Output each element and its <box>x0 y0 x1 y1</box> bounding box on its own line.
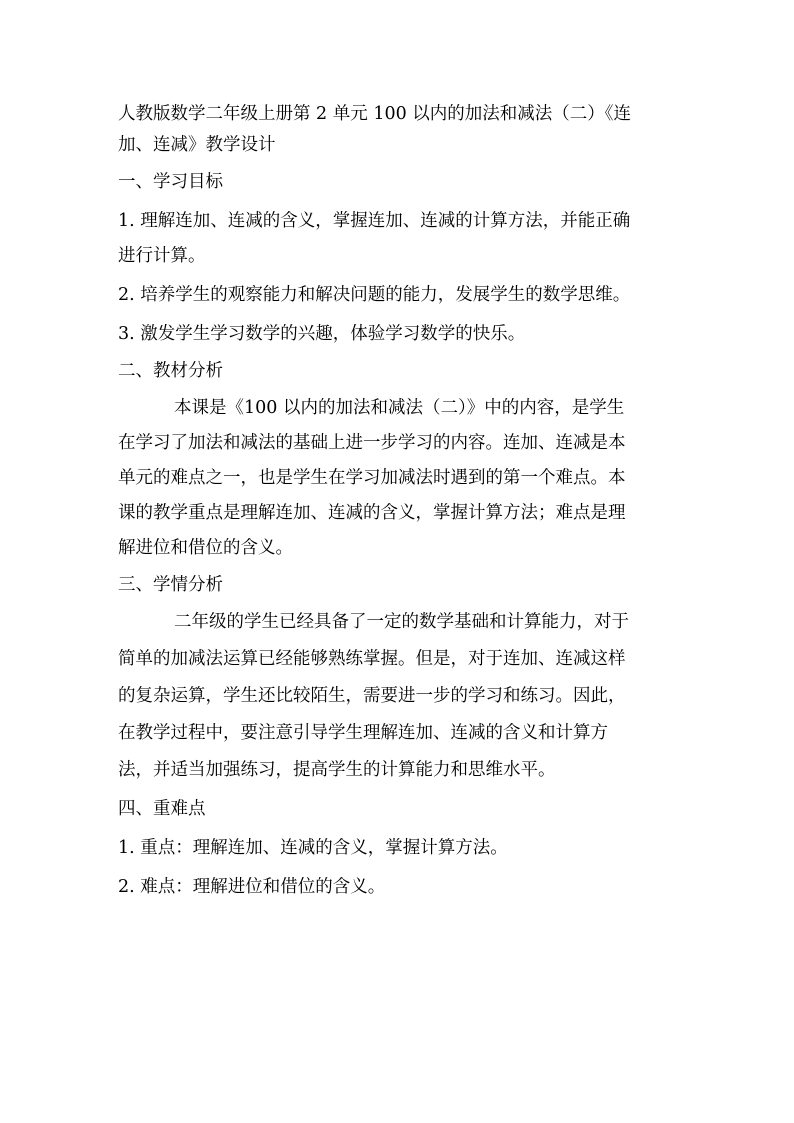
textbook-analysis-line-4: 课的教学重点是理解连加、连减的含义，掌握计算方法；难点是理 <box>118 503 626 523</box>
title-line-2: 加、连减》教学设计 <box>118 135 276 155</box>
textbook-analysis-line-1: 本课是《100 以内的加法和减法（二）》中的内容，是学生 <box>174 398 625 418</box>
section-heading-learner-analysis: 三、学情分析 <box>118 575 223 595</box>
title-line-1: 人教版数学二年级上册第 2 单元 100 以内的加法和减法（二）《连 <box>118 104 632 124</box>
section-heading-key-difficulties: 四、重难点 <box>118 799 206 819</box>
key-point-line: 1. 重点：理解连加、连减的含义，掌握计算方法。 <box>118 838 508 858</box>
textbook-analysis-line-2: 在学习了加法和减法的基础上进一步学习的内容。连加、连减是本 <box>118 433 626 453</box>
objectives-line-3: 2. 培养学生的观察能力和解决问题的能力，发展学生的数学思维。 <box>118 285 631 305</box>
learner-analysis-line-4: 在教学过程中，要注意引导学生理解连加、连减的含义和计算方 <box>118 723 608 743</box>
learner-analysis-line-1: 二年级的学生已经具备了一定的数学基础和计算能力，对于 <box>174 612 629 632</box>
learner-analysis-line-5: 法，并适当加强练习，提高学生的计算能力和思维水平。 <box>118 760 556 780</box>
objectives-line-1: 1. 理解连加、连减的含义，掌握连加、连减的计算方法，并能正确 <box>118 211 631 231</box>
section-heading-textbook-analysis: 二、教材分析 <box>118 361 223 381</box>
section-heading-objectives: 一、学习目标 <box>118 172 223 192</box>
objectives-line-4: 3. 激发学生学习数学的兴趣，体验学习数学的快乐。 <box>118 324 526 344</box>
document-title <box>118 99 678 161</box>
learner-analysis-line-3: 的复杂运算，学生还比较陌生，需要进一步的学习和练习。因此， <box>118 686 626 706</box>
document-page <box>118 99 678 903</box>
objectives-line-2: 进行计算。 <box>118 246 206 266</box>
textbook-analysis-line-3: 单元的难点之一，也是学生在学习加减法时遇到的第一个难点。本 <box>118 468 626 488</box>
difficulty-line: 2. 难点：理解进位和借位的含义。 <box>118 877 386 897</box>
learner-analysis-line-2: 简单的加减法运算已经能够熟练掌握。但是，对于连加、连减这样 <box>118 649 626 669</box>
textbook-analysis-line-5: 解进位和借位的含义。 <box>118 538 293 558</box>
